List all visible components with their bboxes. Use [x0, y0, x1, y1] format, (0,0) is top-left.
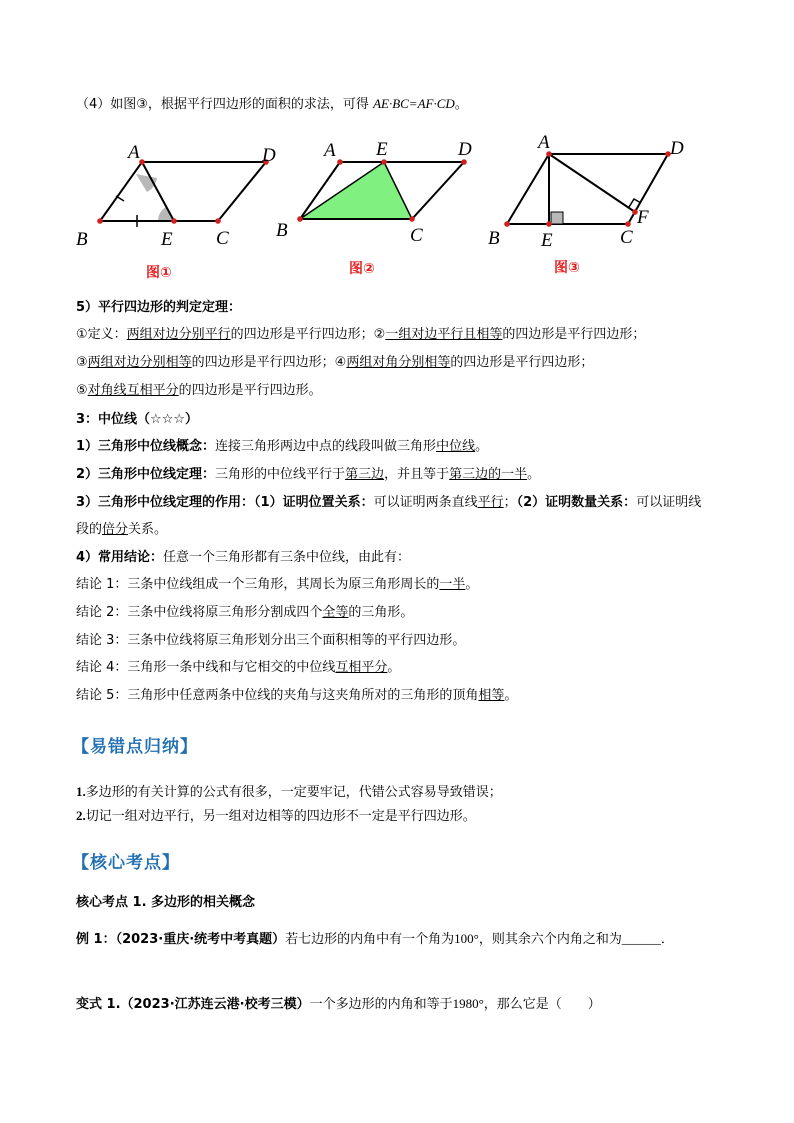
fig2-label-A: A — [324, 140, 336, 161]
midline-title: 3：中位线（☆☆☆） — [76, 412, 199, 427]
fig1-label-A: A — [128, 142, 140, 163]
fig3-label-B: B — [488, 228, 500, 249]
midline-use-cont: 段的倍分关系。 — [76, 522, 168, 537]
fig1-label-D: D — [262, 145, 276, 166]
fig1-label-E: E — [161, 229, 173, 250]
conclusion-2: 结论 2：三条中位线将原三角形分割成四个全等的三角形。 — [76, 605, 414, 620]
fig2-point-E — [381, 159, 387, 165]
fig2-label-C: C — [410, 225, 423, 246]
intro-line: （4）如图③，根据平行四边形的面积的求法，可得 AE·BC=AF·CD。 — [76, 96, 468, 112]
common-conclusions: 4）常用结论：任意一个三角形都有三条中位线，由此有： — [76, 550, 411, 565]
example-1: 例 1：（2023·重庆·统考中考真题）若七边形的内角中有一个角为100°，则其余六个内角之和为______． — [76, 931, 674, 947]
criteria-line-3: ⑤对角线互相平分的四边形是平行四边形。 — [76, 383, 322, 398]
fig3-label-D: D — [670, 138, 684, 159]
fig2-label-B: B — [276, 220, 288, 241]
fig2-label-D: D — [458, 139, 472, 160]
error-1: 1.多边形的有关计算的公式有很多，一定要牢记，代错公式容易导致错误； — [76, 784, 502, 800]
core-heading: 【核心考点】 — [72, 853, 180, 873]
errors-heading: 【易错点归纳】 — [72, 737, 198, 757]
fig1-point-E — [171, 218, 177, 224]
criteria-line-1: ①定义：两组对边分别平行的四边形是平行四边形；②一组对边平行且相等的四边形是平行四边形； — [76, 327, 646, 342]
fig1-caption: 图① — [146, 265, 172, 281]
fig1-point-C — [215, 218, 221, 224]
answer-blank: ______ — [621, 931, 661, 946]
fig3-label-F: F — [637, 207, 649, 228]
fig2-shaded-triangle — [300, 162, 412, 219]
fig2-caption: 图② — [349, 261, 375, 277]
fig3-right-angle-E — [551, 212, 563, 224]
criteria-title: 5）平行四边形的判定定理： — [76, 300, 242, 315]
fig1-angle-E — [158, 207, 174, 221]
fig1-point-A — [139, 159, 145, 165]
fig3-height-AF — [549, 154, 635, 212]
core-point-1: 核心考点 1. 多边形的相关概念 — [76, 895, 256, 910]
conclusion-3: 结论 3：三条中位线将原三角形划分出三个面积相等的平行四边形。 — [76, 633, 466, 648]
area-formula: AE·BC=AF·CD — [373, 96, 455, 111]
fig1-label-B: B — [76, 229, 88, 250]
conclusion-1: 结论 1：三条中位线组成一个三角形，其周长为原三角形周长的一半。 — [76, 577, 479, 592]
figure-3 — [480, 128, 700, 252]
figure-2 — [270, 132, 490, 252]
figure-1 — [70, 134, 276, 254]
fig2-point-A — [337, 159, 343, 165]
conclusion-5: 结论 5：三角形中任意两条中位线的夹角与这夹角所对的三角形的顶角相等。 — [76, 688, 518, 703]
variant-1: 变式 1.（2023·江苏连云港·校考三模）一个多边形的内角和等于1980°，那么它是（ ） — [76, 996, 601, 1012]
conclusion-4: 结论 4：三角形一条中线和与它相交的中位线互相平分。 — [76, 660, 401, 675]
fig1-point-B — [97, 218, 103, 224]
fig1-label-C: C — [216, 228, 229, 249]
fig3-label-A: A — [538, 132, 550, 153]
midline-theorem: 2）三角形中位线定理：三角形的中位线平行于第三边，并且等于第三边的一半。 — [76, 467, 541, 482]
fig2-point-C — [409, 216, 415, 222]
fig3-label-E: E — [541, 230, 553, 251]
midline-concept: 1）三角形中位线概念：连接三角形两边中点的线段叫做三角形中位线。 — [76, 439, 489, 454]
fig3-point-E — [546, 221, 552, 227]
fig1-parallelogram — [100, 162, 266, 221]
fig2-label-E: E — [376, 139, 388, 160]
midline-use: 3）三角形中位线定理的作用：（1）证明位置关系：可以证明两条直线平行；（2）证明数量关系：可以证明线 — [76, 495, 702, 510]
fig3-point-B — [504, 221, 510, 227]
fig2-point-B — [297, 216, 303, 222]
fig2-point-D — [461, 159, 467, 165]
fig3-point-C — [625, 221, 631, 227]
criteria-line-2: ③两组对边分别相等的四边形是平行四边形；④两组对角分别相等的四边形是平行四边形； — [76, 355, 594, 370]
error-2: 2.切记一组对边平行，另一组对边相等的四边形不一定是平行四边形。 — [76, 808, 476, 824]
fig3-label-C: C — [620, 227, 633, 248]
fig3-caption: 图③ — [554, 260, 580, 276]
